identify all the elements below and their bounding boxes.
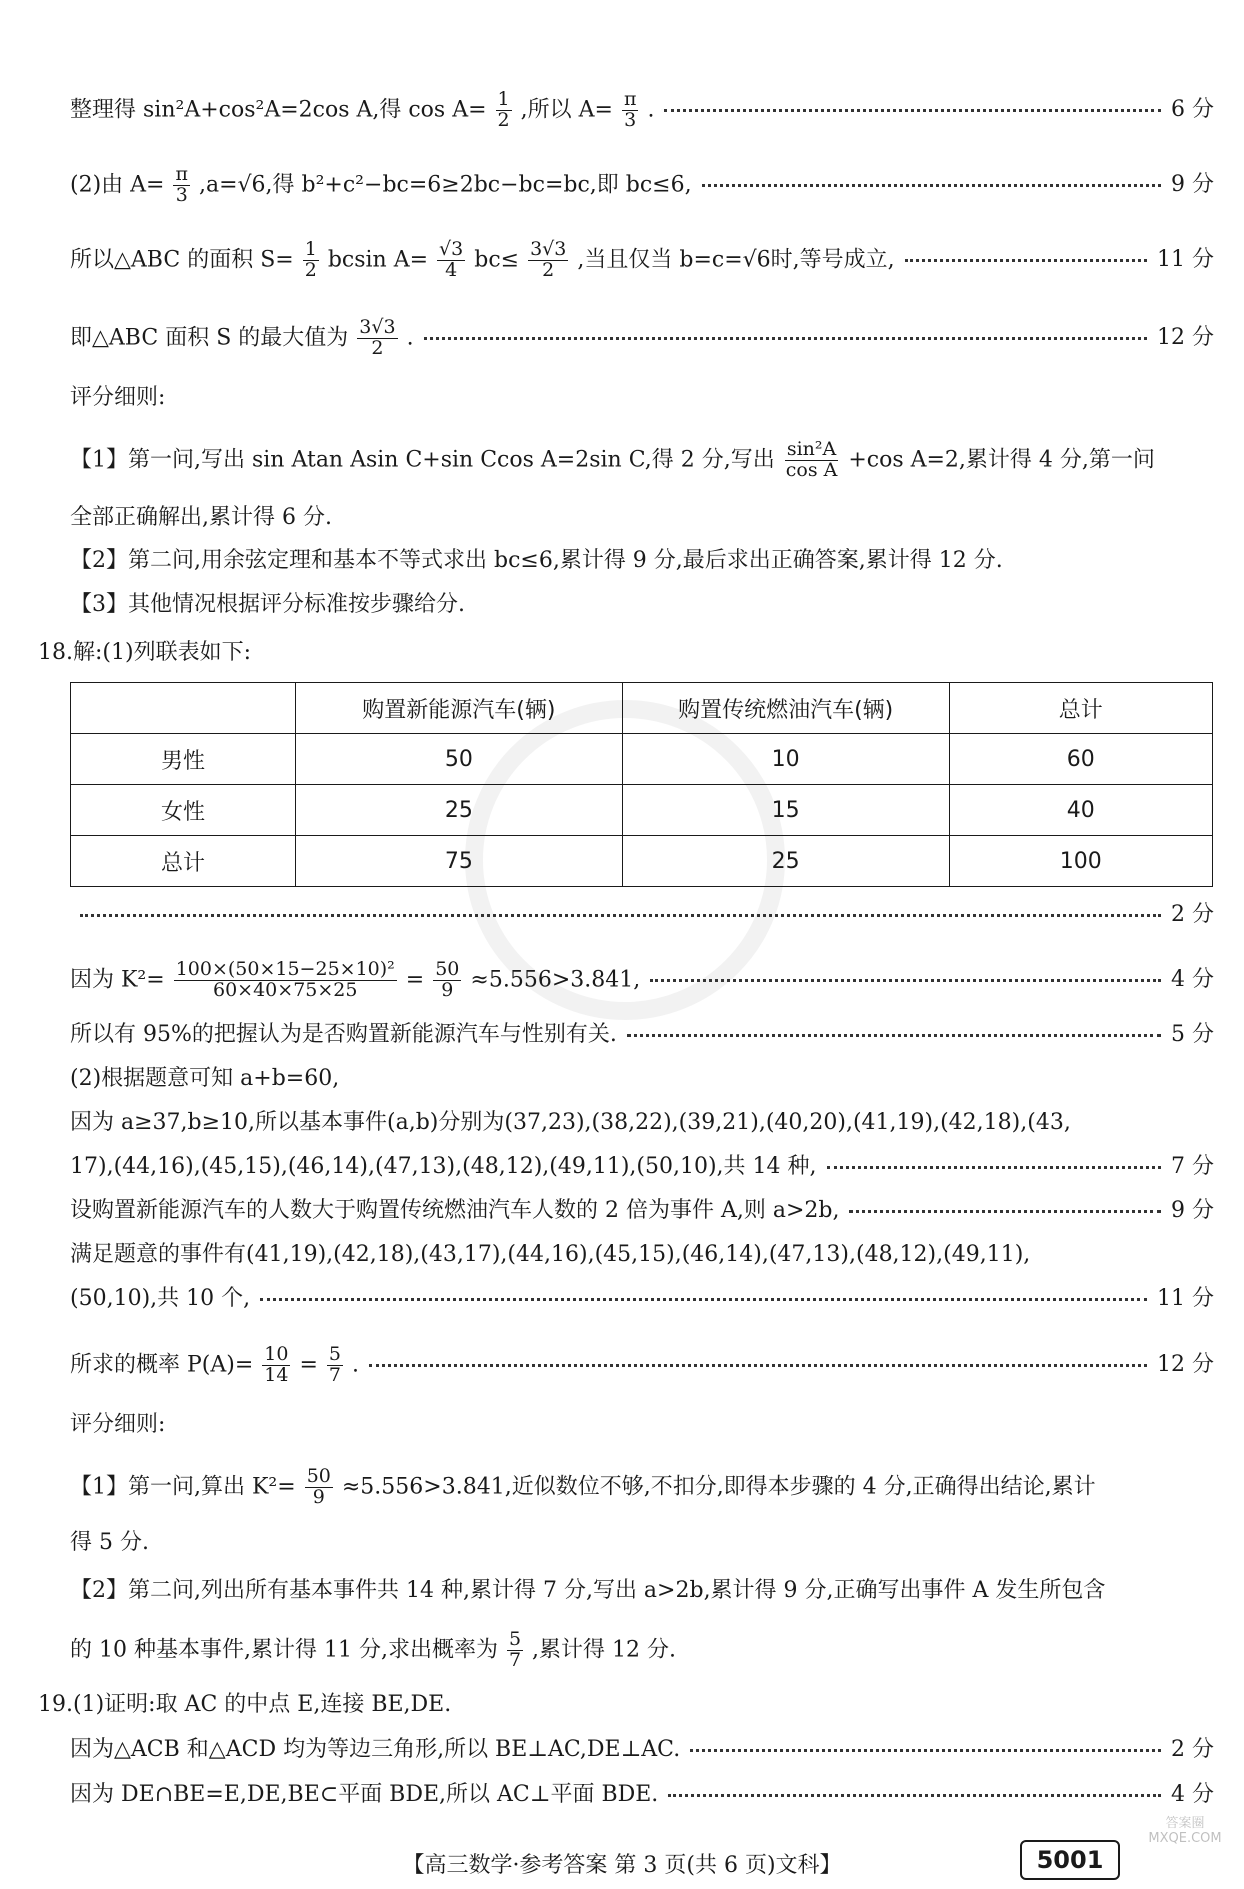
- table-cell: 15: [622, 785, 949, 836]
- s19-line-1: 19.(1)证明:取 AC 的中点 E,连接 BE,DE.: [38, 1692, 452, 1717]
- score: 4 分: [1171, 1782, 1214, 1807]
- fraction: $\frac{1}{2}$: [304, 238, 317, 281]
- score: 9 分: [1171, 172, 1214, 198]
- s18-event-a: 设购置新能源汽车的人数大于购置传统燃油汽车人数的 2 倍为事件 A,则 a>2b, 9 分: [70, 1198, 1214, 1223]
- s18-intro: 18.解:(1)列联表如下:: [38, 640, 251, 665]
- s18-detail-2: 【2】第二问,列出所有基本事件共 14 种,累计得 7 分,写出 a>2b,累计得 9 分,正确写出事件 A 发生所包含: [70, 1578, 1106, 1603]
- s18-detail-title: 评分细则:: [70, 1412, 166, 1437]
- score: 12 分: [1157, 325, 1214, 351]
- score: 4 分: [1171, 967, 1214, 993]
- s17-detail-1-cont: 全部正确解出,累计得 6 分.: [70, 505, 332, 530]
- s19-line-3: 因为 DE∩BE=E,DE,BE⊂平面 BDE,所以 AC⊥平面 BDE. 4 分: [70, 1782, 1214, 1807]
- table-cell: 总计: [71, 836, 296, 887]
- table-cell: 40: [949, 785, 1212, 836]
- s19-line-2: 因为△ACB 和△ACD 均为等边三角形,所以 BE⊥AC,DE⊥AC. 2 分: [70, 1737, 1214, 1762]
- score: 2 分: [1171, 1737, 1214, 1762]
- table-cell: 25: [622, 836, 949, 887]
- table-row: [71, 836, 1213, 887]
- score: 6 分: [1171, 97, 1214, 123]
- table-cell: 60: [949, 734, 1212, 785]
- fraction: $\frac{√3}{4}$: [439, 238, 464, 281]
- s17-detail-title: 评分细则:: [70, 385, 166, 410]
- fraction: $\frac{50}{9}$: [306, 1465, 331, 1508]
- table-row: [71, 734, 1213, 785]
- fraction: $\frac{3√3}{2}$: [530, 238, 567, 281]
- fraction: $\frac{\text{100×(50×15−25×10)²}}{60\times 40\times 75\times 25}$: [175, 958, 395, 1001]
- score: 2 分: [1171, 902, 1214, 927]
- table-cell: 女性: [71, 785, 296, 836]
- s17-detail-1: 【1】第一问,写出 sin Atan Asin C+sin Ccos A=2sin C,得 2 分,写出 $\frac{\text{sin²A}}{\text{cos A}}$ +cos A=2,累计得 4 分,第一问: [70, 438, 1155, 481]
- page-footer: 【高三数学·参考答案 第 3 页(共 6 页)文科】: [402, 1853, 842, 1878]
- s18-satisfying-events-2: (50,10),共 10 个, 11 分: [70, 1286, 1214, 1311]
- table-cell: 100: [949, 836, 1212, 887]
- fraction: $\frac{\text{sin²A}}{\text{cos A}}$: [785, 438, 838, 481]
- fraction: $\frac{10}{14}$: [264, 1343, 289, 1386]
- s18-detail-1-cont: 得 5 分.: [70, 1530, 149, 1555]
- fraction: $\frac{5}{7}$: [508, 1628, 522, 1671]
- table-cell: 50: [296, 734, 623, 785]
- score: 11 分: [1157, 1286, 1214, 1311]
- fraction: $\frac{3√3}{2}$: [359, 316, 396, 359]
- fraction: $\frac{50}{9}$: [435, 958, 460, 1001]
- fraction: $\frac{\pi}{3}$: [175, 163, 188, 206]
- s18-part2-intro: (2)根据题意可知 a+b=60,: [70, 1066, 340, 1091]
- score: 12 分: [1157, 1352, 1214, 1378]
- table-cell: 男性: [71, 734, 296, 785]
- s18-events-line-2: 17),(44,16),(45,15),(46,14),(47,13),(48,12),(49,11),(50,10),共 14 种, 7 分: [70, 1154, 1214, 1179]
- s18-detail-1: 【1】第一问,算出 K²= $\frac{50}{9}$ ≈5.556>3.841,近似数位不够,不扣分,即得本步骤的 4 分,正确得出结论,累计: [70, 1465, 1096, 1508]
- s17-line-4: 即△ABC 面积 S 的最大值为 $\frac{3√3}{2}$ . 12 分: [70, 316, 1214, 359]
- table-header-cell: 总计: [949, 683, 1212, 734]
- s17-line-2: (2)由 A= $\frac{\pi}{3}$ ,a=√6,得 b²+c²−bc=6≥2bc−bc=bc,即 bc≤6, 9 分: [70, 163, 1214, 206]
- s18-events-line-1: 因为 a≥37,b≥10,所以基本事件(a,b)分别为(37,23),(38,22),(39,21),(40,20),(41,19),(42,18),(43,: [70, 1110, 1071, 1135]
- score: 5 分: [1171, 1022, 1214, 1047]
- score: 11 分: [1157, 247, 1214, 273]
- table-row: [71, 785, 1213, 836]
- s18-probability: 所求的概率 P(A)= $\frac{10}{14}$ = $\frac{5}{7}$ . 12 分: [70, 1343, 1214, 1386]
- s17-line-3: 所以△ABC 的面积 S= $\frac{1}{2}$ bcsin A= $\frac{√3}{4}$ bc≤ $\frac{3√3}{2}$ ,当且仅当 b=c=√6时,等号成立, 11 分: [70, 238, 1214, 281]
- s17-detail-3: 【3】其他情况根据评分标准按步骤给分.: [70, 592, 465, 617]
- s18-table-score-line: [70, 902, 1214, 928]
- s18-satisfying-events-1: 满足题意的事件有(41,19),(42,18),(43,17),(44,16),(45,15),(46,14),(47,13),(48,12),(49,11),: [70, 1242, 1031, 1267]
- score: 9 分: [1171, 1198, 1214, 1223]
- s17-line-1: 整理得 sin²A+cos²A=2cos A,得 cos A= $\frac{1}{2}$ ,所以 A= $\frac{\pi}{3}$ . 6 分: [70, 88, 1214, 131]
- table-header-cell: 购置传统燃油汽车(辆): [622, 683, 949, 734]
- table-header-row: [71, 683, 1213, 734]
- s18-conclusion-1: 所以有 95%的把握认为是否购置新能源汽车与性别有关. 5 分: [70, 1022, 1214, 1047]
- table-header-cell: [71, 683, 296, 734]
- table-cell: 75: [296, 836, 623, 887]
- score: 7 分: [1171, 1154, 1214, 1179]
- table-cell: 25: [296, 785, 623, 836]
- s18-detail-3: 的 10 种基本事件,累计得 11 分,求出概率为 $\frac{5}{7}$ ,累计得 12 分.: [70, 1628, 677, 1671]
- site-watermark: 答案圈 MXQE.COM: [1148, 1816, 1222, 1846]
- fraction: $\frac{\pi}{3}$: [623, 88, 637, 131]
- document-code: 5001: [1020, 1840, 1120, 1880]
- table-header-cell: 购置新能源汽车(辆): [296, 683, 623, 734]
- table-cell: 10: [622, 734, 949, 785]
- fraction: $\frac{1}{2}$: [497, 88, 510, 131]
- fraction: $\frac{5}{7}$: [328, 1343, 342, 1386]
- s18-k-square-line: 因为 K²= $\frac{\text{100×(50×15−25×10)²}}{60\times 40\times 75\times 25}$ = $\frac{50}{9}$ ≈5.556>3.841, 4 分: [70, 958, 1214, 1001]
- s17-detail-2: 【2】第二问,用余弦定理和基本不等式求出 bc≤6,累计得 9 分,最后求出正确答案,累计得 12 分.: [70, 548, 1003, 573]
- contingency-table: [70, 682, 1213, 887]
